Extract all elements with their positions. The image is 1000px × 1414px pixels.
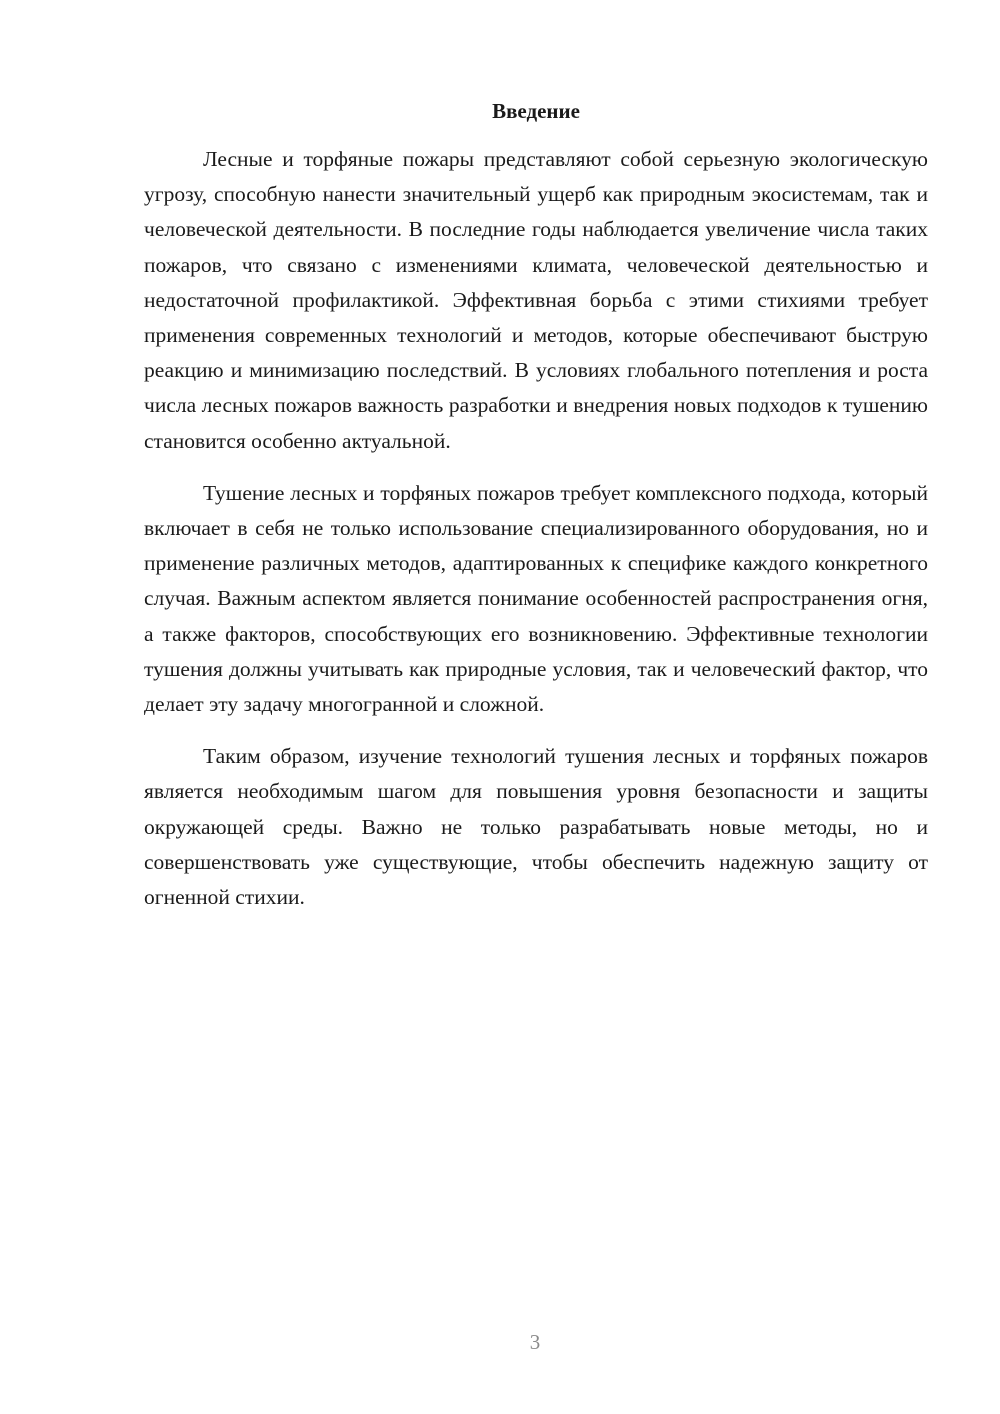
document-body <box>144 142 928 932</box>
section-heading: Введение <box>492 99 580 123</box>
paragraph-1: Лесные и торфяные пожары представляют собой серьезную экологическую угрозу, способную нанести значительный ущерб как природным экосистемам, так и человеческой деятельности. В последние годы наблюдается увеличение числа таких пожаров, что связано с изменениями климата, человеческой деятельностью и недостаточной профилактикой. Эффективная борьба с этими стихиями требует применения современных технологий и методов, которые обеспечивают быструю реакцию и минимизацию последствий. В условиях глобального потепления и роста числа лесных пожаров важность разработки и внедрения новых подходов к тушению становится особенно актуальной. <box>144 147 928 453</box>
paragraph-3: Таким образом, изучение технологий тушения лесных и торфяных пожаров является необходимым шагом для повышения уровня безопасности и защиты окружающей среды. Важно не только разрабатывать новые методы, но и совершенствовать уже существующие, чтобы обеспечить надежную защиту от огненной стихии. <box>144 744 928 910</box>
paragraph-2: Тушение лесных и торфяных пожаров требует комплексного подхода, который включает в себя не только использование специализированного оборудования, но и применение различных методов, адаптированных к специфике каждого конкретного случая. Важным аспектом является понимание особенностей распространения огня, а также факторов, способствующих его возникновению. Эффективные технологии тушения должны учитывать как природные условия, так и человеческий фактор, что делает эту задачу многогранной и сложной. <box>144 480 928 717</box>
page-number: 3 <box>529 1330 541 1354</box>
